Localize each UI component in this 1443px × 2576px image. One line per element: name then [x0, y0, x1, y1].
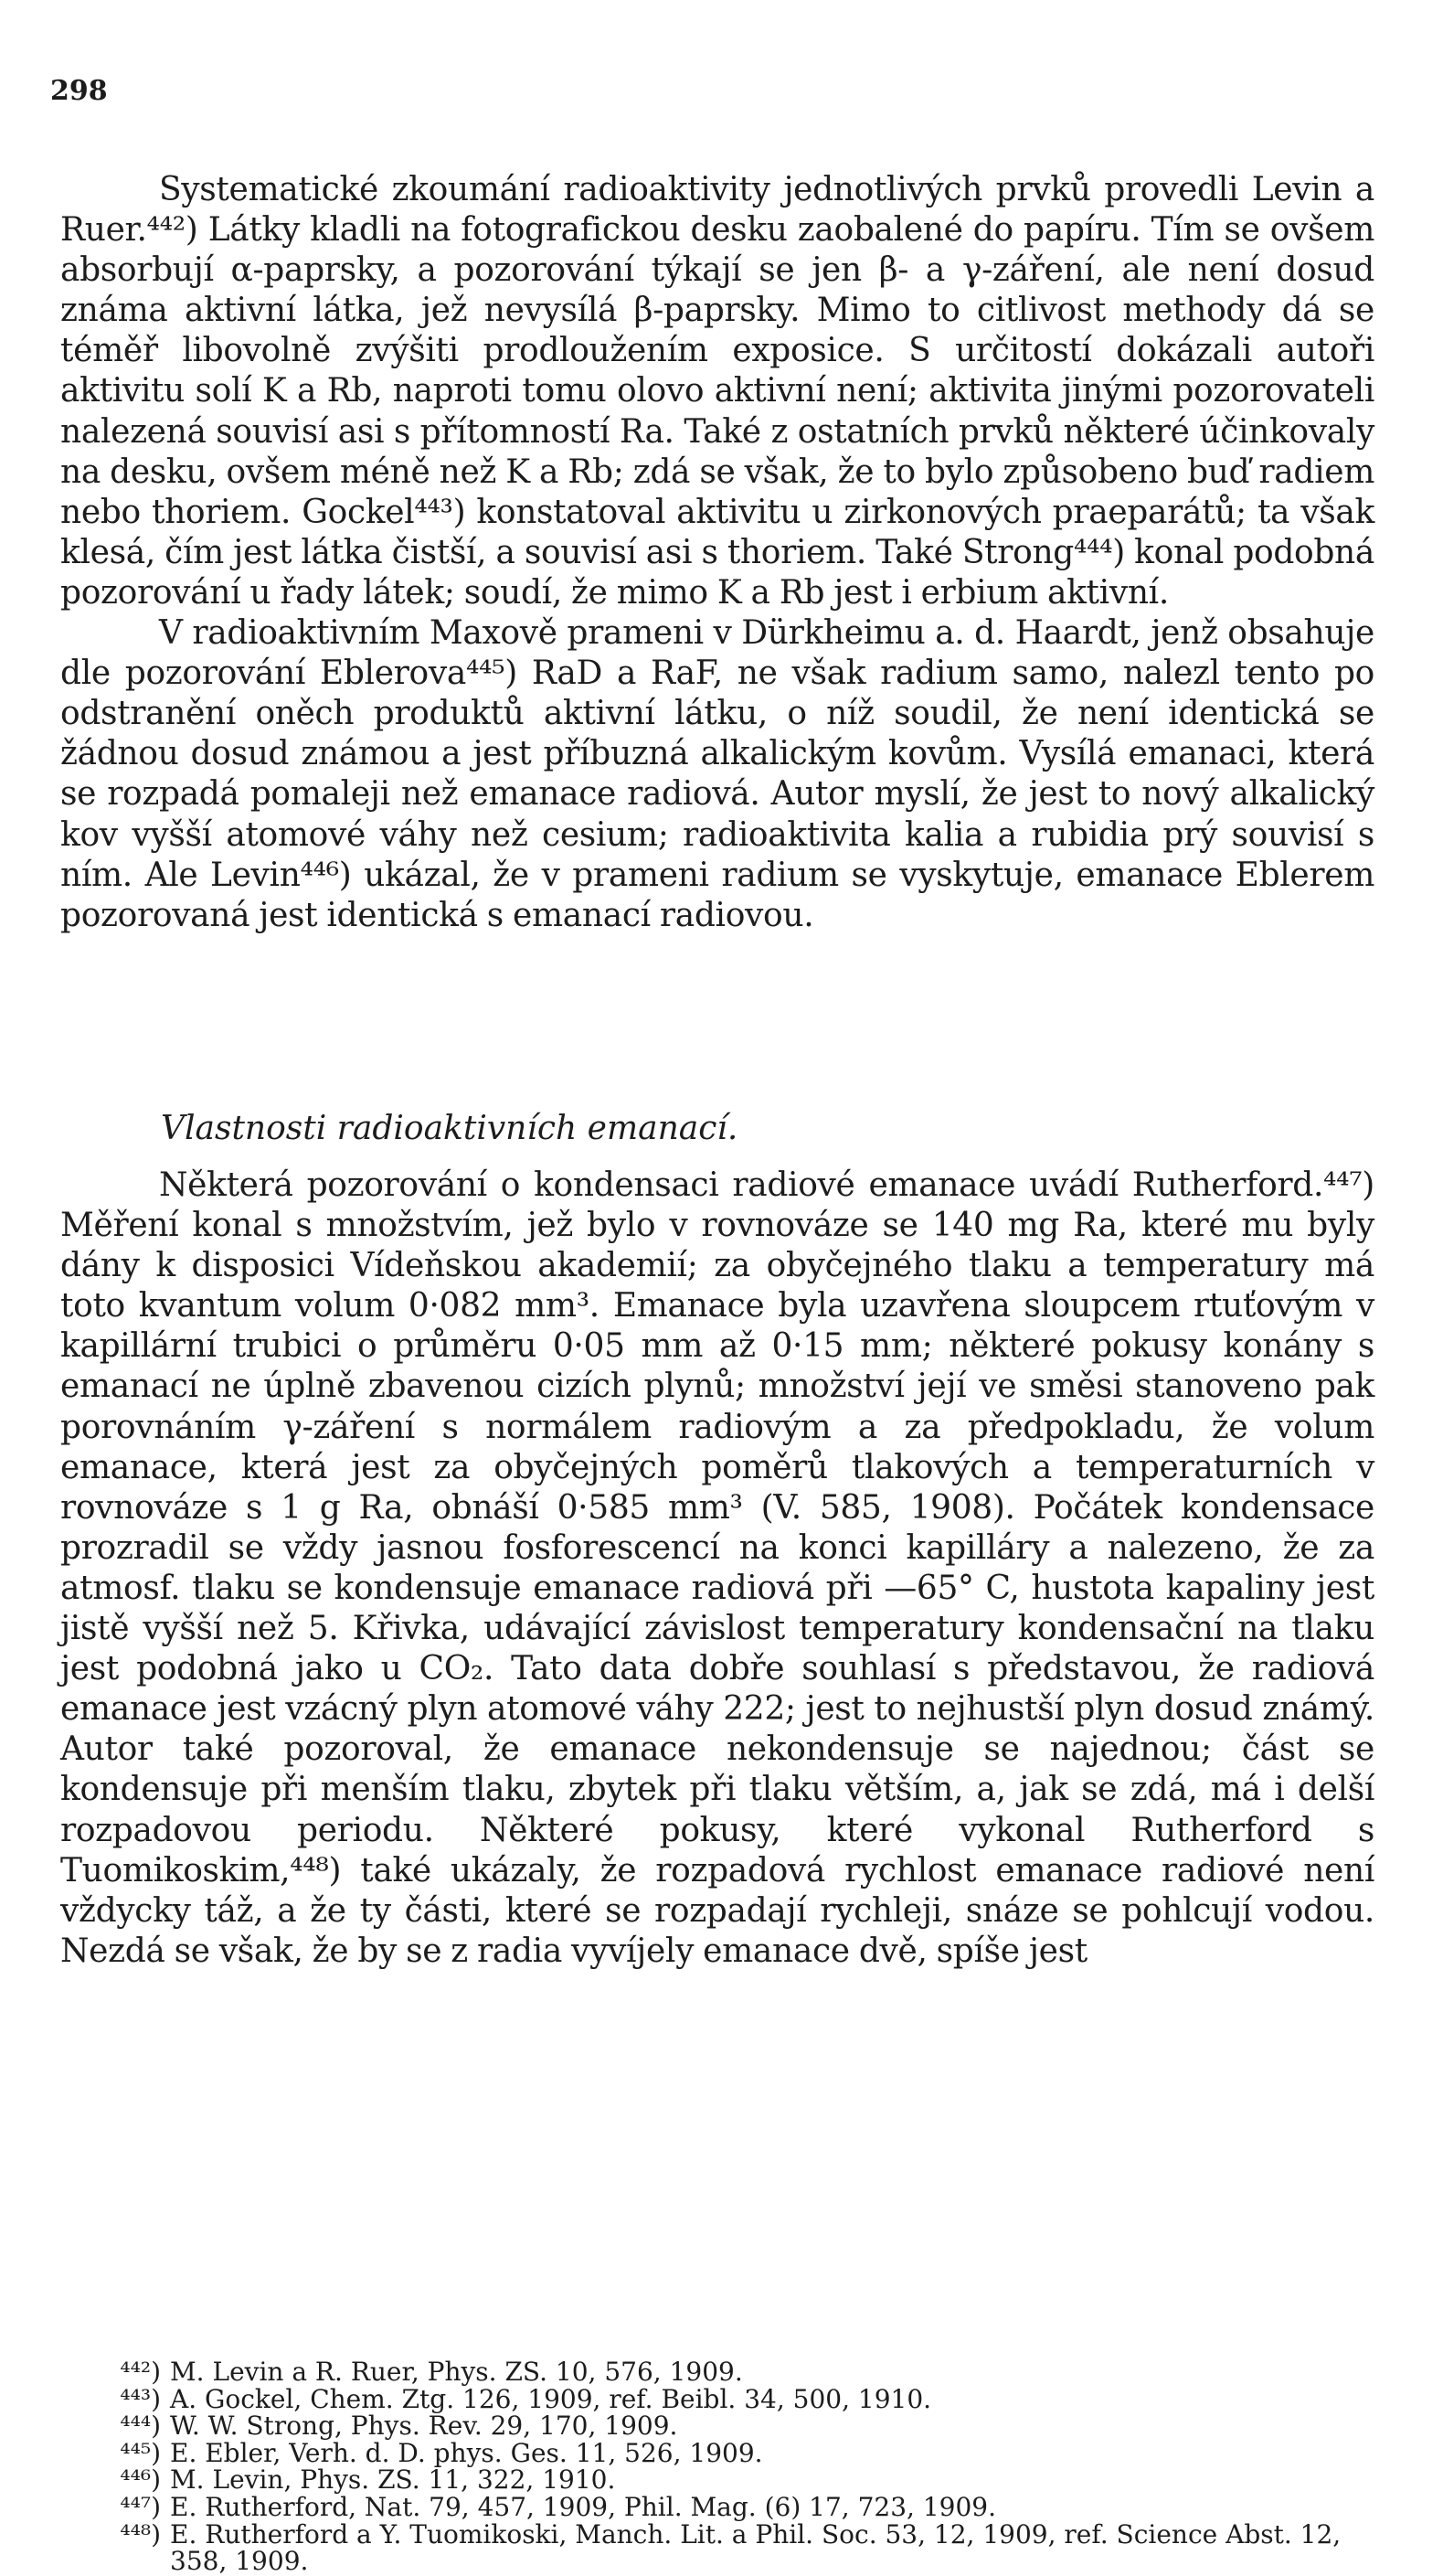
footnote — [64, 2491, 1362, 2522]
footnote — [64, 2358, 1362, 2386]
footnote-text: E. Rutherford, Nat. 79, 457, 1909, Phil. Mag. (6) 17, 723, 1909. — [170, 2491, 996, 2522]
footnote-text: M. Levin a R. Ruer, Phys. ZS. 10, 576, 1909. — [170, 2357, 743, 2387]
footnote — [64, 2518, 1362, 2576]
paragraph-radioactivity-elements: Systematické zkoumání radioaktivity jednotlivých prvků provedli Levin a Ruer.⁴⁴²) Látky kladli na fotografickou desku zaobalené do papíru. Tím se ovšem absorbují α-paprsky, a pozorování týkají se jen β- a γ-záření, ale není dosud známa aktivní látka, jež nevysílá β-paprsky. Mimo to citlivost methody dá se téměř libovolně zvýšiti prodloužením exposice. S určitostí dokázali autoři aktivitu solí K a Rb, naproti tomu olovo aktivní není; aktivita jinými pozorovateli nalezená souvisí asi s přítomností Ra. Také z ostatních prvků některé účinkovaly na desku, ovšem méně než K a Rb; zdá se však, že to bylo způsobeno buď radiem nebo thoriem. Gockel⁴⁴³) konstatoval aktivitu u zirkonových praeparátů; ta však klesá, čím jest látka čistší, a souvisí asi s thoriem. Také Strong⁴⁴⁴) konal podobná pozorování u řady látek; soudí, že mimo K a Rb jest i erbium aktivní. — [60, 171, 1374, 612]
footnote-text: W. W. Strong, Phys. Rev. 29, 170, 1909. — [170, 2411, 678, 2442]
page-number: 298 — [50, 75, 108, 107]
main-text — [60, 170, 1374, 936]
footnote-text: A. Gockel, Chem. Ztg. 126, 1909, ref. Beibl. 34, 500, 1910. — [170, 2383, 932, 2414]
section-text — [60, 1166, 1374, 1972]
footnotes — [64, 2358, 1362, 2575]
footnote-ref: ⁴⁴⁵) — [120, 2437, 161, 2468]
footnote-ref: ⁴⁴²) — [120, 2357, 161, 2387]
paragraph-emanation-condensation: Některá pozorování o kondensaci radiové emanace uvádí Rutherford.⁴⁴⁷) Měření konal s množstvím, jež bylo v rovnováze se 140 mg Ra, které mu byly dány k disposici Vídeňskou akademií; za obyčejného tlaku a temperatury má toto kvantum volum 0·082 mm³. Emanace byla uzavřena sloupcem rtuťovým v kapillární trubici o průměru 0·05 mm až 0·15 mm; některé pokusy konány s emanací ne úplně zbavenou cizích plynů; množství její ve směsi stanoveno pak porovnáním γ-záření s normálem radiovým a za předpokladu, že volum emanace, která jest za obyčejných poměrů tlakových a temperaturních v rovnováze s 1 g Ra, obnáší 0·585 mm³ (V. 585, 1908). Počátek kondensace prozradil se vždy jasnou fosforescencí na konci kapilláry a nalezeno, že za atmosf. tlaku se kondensuje emanace radiová při —65° C, hustota kapaliny jest jistě vyšší než 5. Křivka, udávající závislost temperatury kondensační na tlaku jest podobná jako u CO₂. Tato data dobře souhlasí s představou, že radiová emanace jest vzácný plyn atomové váhy 222; jest to nejhustší plyn dosud známý. Autor také pozoroval, že emanace nekondensuje se najednou; část se kondensuje při menším tlaku, zbytek při tlaku větším, a, jak se zdá, má i delší rozpadovou periodu. Některé pokusy, které vykonal Rutherford s Tuomikoskim,⁴⁴⁸) také ukázaly, že rozpadová rychlost emanace radiové není vždycky táž, a že ty části, které se rozpadají rychleji, snáze se pohlcují vodou. Nezdá se však, že by se z radia vyvíjely emanace dvě, spíše jest — [60, 1166, 1374, 1970]
footnote-text: M. Levin, Phys. ZS. 11, 322, 1910. — [170, 2464, 616, 2496]
footnote-ref: ⁴⁴⁷) — [120, 2491, 161, 2522]
footnote-text: E. Rutherford a Y. Tuomikoski, Manch. Lit. a Phil. Soc. 53, 12, 1909, ref. Science Abst. 12, 358, 1909. — [170, 2518, 1342, 2576]
footnote-ref: ⁴⁴³) — [120, 2383, 161, 2414]
paragraph-durkheim-spring: V radioaktivním Maxově prameni v Dürkheimu a. d. Haardt, jenž obsahuje dle pozorování Eblerova⁴⁴⁵) RaD a RaF, ne však radium samo, nalezl tento po odstranění oněch produktů aktivní látku, o níž soudil, že není identická se žádnou dosud známou a jest příbuzná alkalickým kovům. Vysílá emanaci, která se rozpadá pomaleji než emanace radiová. Autor myslí, že jest to nový alkalický kov vyšší atomové váhy než cesium; radioaktivita kalia a rubidia prý souvisí s ním. Ale Levin⁴⁴⁶) ukázal, že v prameni radium se vyskytuje, emanace Eblerem pozorovaná jest identická s emanací radiovou. — [60, 614, 1374, 934]
footnote — [64, 2383, 1362, 2414]
footnote — [64, 2466, 1362, 2494]
footnote-text: E. Ebler, Verh. d. D. phys. Ges. 11, 526, 1909. — [170, 2437, 763, 2468]
footnote-ref: ⁴⁴⁴) — [120, 2411, 161, 2442]
section-heading: Vlastnosti radioaktivních emanací. — [161, 1110, 738, 1147]
footnote-ref: ⁴⁴⁶) — [120, 2464, 161, 2496]
footnote — [64, 2412, 1362, 2440]
footnote-ref: ⁴⁴⁸) — [120, 2518, 161, 2549]
footnote — [64, 2437, 1362, 2468]
